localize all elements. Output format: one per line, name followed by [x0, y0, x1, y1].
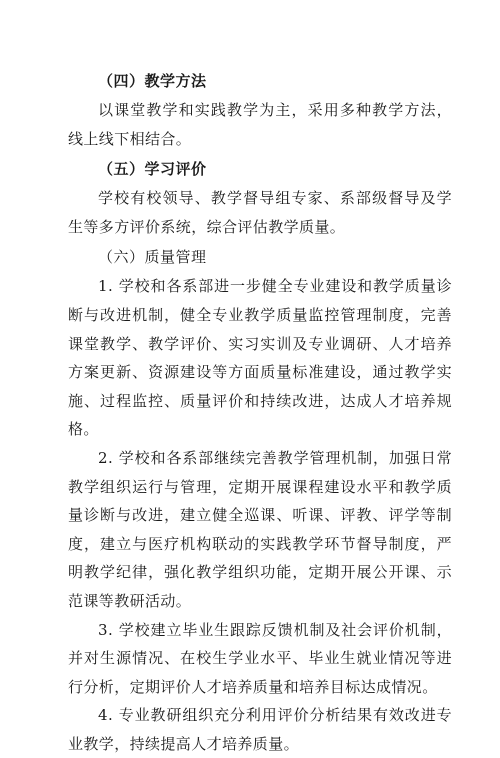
paragraph: 2. 学校和各系部继续完善教学管理机制，加强日常教学组织运行与管理，定期开展课程建设水平和教学质量诊断与改进，建立健全巡课、听课、评教、评学等制度，建立与医疗机构联动的实践教学环节督导制度，严明教学纪律，强化教学组织功能，定期开展公开课、示范课等教研活动。 — [68, 448, 452, 610]
section-quality-management — [68, 242, 452, 758]
section-heading-teaching-methods: （四）教学方法 — [98, 72, 207, 90]
section-learning-evaluation — [68, 154, 452, 241]
paragraph: 1. 学校和各系部进一步健全专业建设和教学质量诊断与改进机制，健全专业教学质量监控管理制度，完善课堂教学、教学评价、实习实训及专业调研、人才培养方案更新、资源建设等方面质量标准建设，通过教学实施、过程监控、质量评价和持续改进，达成人才培养规格。 — [68, 277, 452, 439]
section-heading-learning-evaluation: （五）学习评价 — [98, 160, 207, 179]
paragraph: 4. 专业教研组织充分利用评价分析结果有效改进专业教学，持续提高人才培养质量。 — [68, 706, 452, 753]
section-teaching-methods — [68, 66, 452, 153]
paragraph: 3. 学校建立毕业生跟踪反馈机制及社会评价机制，并对生源情况、在校生学业水平、毕业生就业情况等进行分析，定期评价人才培养质量和培养目标达成情况。 — [68, 620, 452, 696]
section-heading-quality-management: （六）质量管理 — [98, 248, 207, 267]
paragraph: 以课堂教学和实践教学为主，采用多种教学方法，线上线下相结合。 — [68, 101, 452, 148]
paragraph: 学校有校领导、教学督导组专家、系部级督导及学生等多方评价系统，综合评估教学质量。 — [68, 189, 452, 236]
